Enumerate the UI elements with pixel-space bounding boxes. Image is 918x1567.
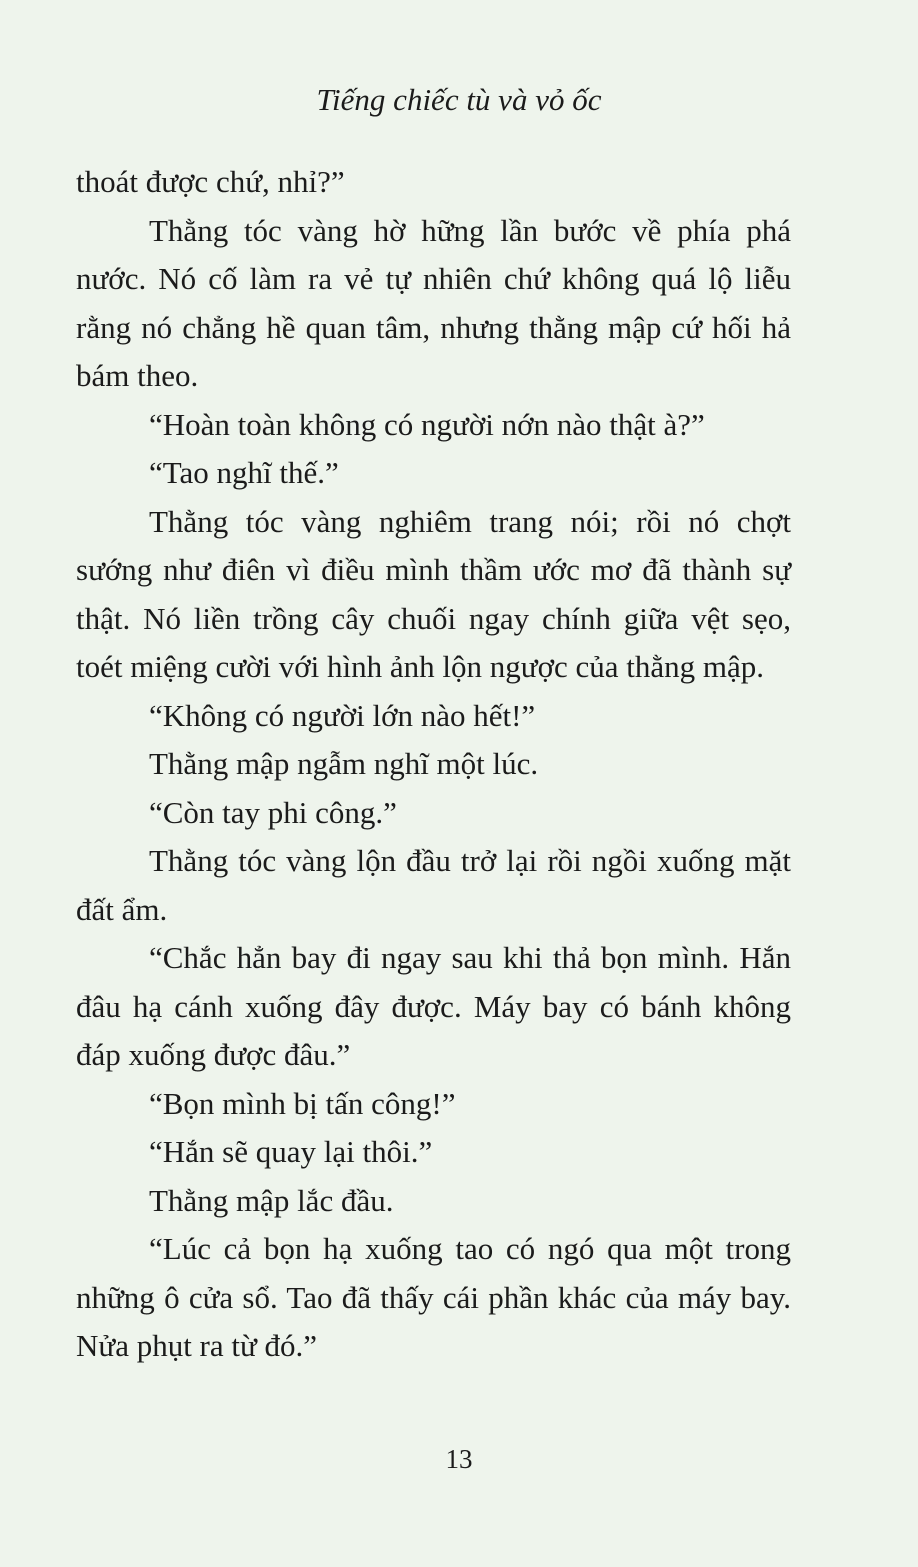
- paragraph: “Không có người lớn nào hết!”: [149, 697, 536, 733]
- running-title: Tiếng chiếc tù và vỏ ốc: [316, 82, 602, 117]
- body-text: [76, 158, 791, 1371]
- paragraph: “Tao nghĩ thế.”: [149, 455, 339, 490]
- paragraph: Thằng tóc vàng nghiêm trang nói; rồi nó chợt sướng như điên vì điều mình thầm ước mơ đã thành sự thật. Nó liền trồng cây chuối ngay chính giữa vệt sẹo, toét miệng cười với hình ảnh lộn ngược của thằng mập.: [76, 503, 791, 684]
- paragraph: “Hoàn toàn không có người nớn nào thật à?”: [149, 406, 705, 442]
- page-number: 13: [445, 1444, 473, 1474]
- paragraph-continuation: thoát được chứ, nhỉ?”: [76, 164, 345, 199]
- paragraph: Thằng tóc vàng hờ hững lần bước về phía phá nước. Nó cố làm ra vẻ tự nhiên chứ không quá lộ liễu rằng nó chẳng hề quan tâm, nhưng thằng mập cứ hối hả bám theo.: [76, 212, 791, 393]
- paragraph: “Bọn mình bị tấn công!”: [149, 1085, 456, 1121]
- paragraph: “Hắn sẽ quay lại thôi.”: [149, 1134, 433, 1169]
- paragraph: Thằng tóc vàng lộn đầu trở lại rồi ngồi xuống mặt đất ẩm.: [76, 843, 791, 927]
- paragraph: “Còn tay phi công.”: [149, 794, 397, 830]
- paragraph: Thằng mập lắc đầu.: [149, 1182, 394, 1218]
- paragraph: Thằng mập ngẫm nghĩ một lúc.: [149, 746, 539, 781]
- paragraph: “Chắc hẳn bay đi ngay sau khi thả bọn mình. Hắn đâu hạ cánh xuống đây được. Máy bay có bánh không đáp xuống được đâu.”: [76, 940, 791, 1072]
- paragraph: “Lúc cả bọn hạ xuống tao có ngó qua một trong những ô cửa sổ. Tao đã thấy cái phần khác của máy bay. Nửa phụt ra từ đó.”: [76, 1231, 791, 1363]
